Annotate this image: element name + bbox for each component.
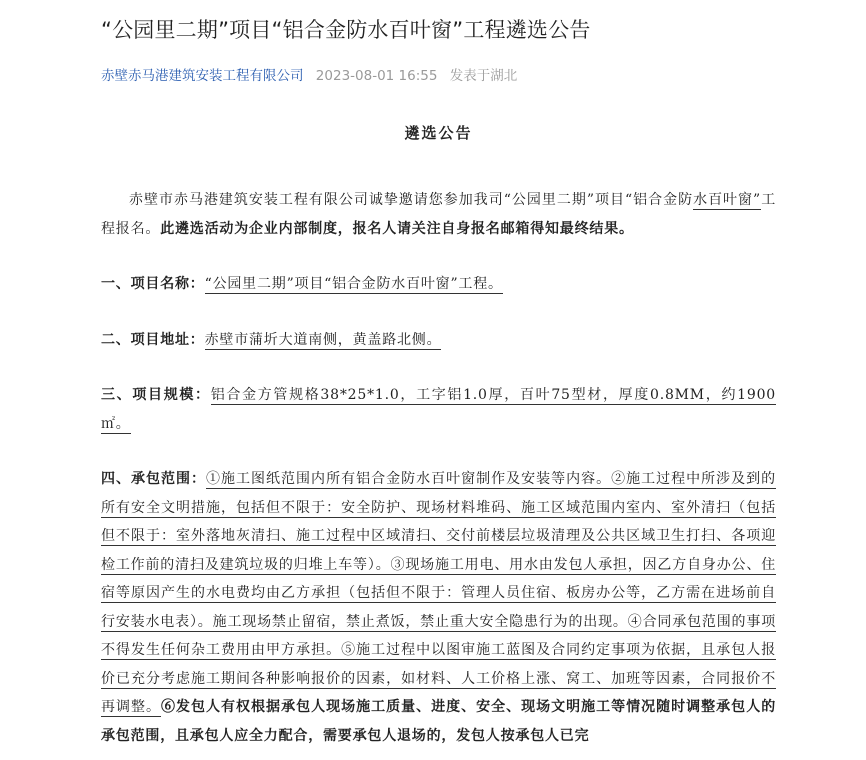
section-2-label: 二、项目地址： bbox=[101, 331, 205, 348]
author-link[interactable]: 赤壁赤马港建筑安装工程有限公司 bbox=[101, 68, 304, 84]
section-project-address bbox=[101, 326, 776, 355]
section-3-value: 铝合金方管规格38*25*1.0，工字铝1.0厚，百叶75型材，厚度0.8MM，约1900㎡。 bbox=[101, 387, 776, 432]
notice-heading: 遴选公告 bbox=[404, 124, 473, 142]
section-project-name bbox=[101, 270, 776, 299]
article-body bbox=[101, 108, 776, 750]
section-1-value: “公园里二期”项目“铝合金防水百叶窗”工程。 bbox=[204, 276, 503, 292]
intro-notice-bold: 此遴选活动为企业内部制度，报名人请关注自身报名邮箱得知最终结果。 bbox=[160, 220, 634, 237]
section-4-label: 四、承包范围： bbox=[101, 471, 207, 487]
intro-text-b: 水百叶窗” bbox=[693, 192, 761, 208]
section-3-label: 三、项目规模： bbox=[101, 387, 211, 403]
article-title: “公园里二期”项目“铝合金防水百叶窗”工程遴选公告 bbox=[101, 18, 591, 42]
section-2-value: 赤壁市蒲圻大道南侧，黄盖路北侧。 bbox=[204, 331, 442, 348]
intro-text-a: 赤壁市赤马港建筑安装工程有限公司诚挚邀请您参加我司“公园里二期”项目“铝合金防 bbox=[129, 192, 694, 208]
section-1-label: 一、项目名称： bbox=[101, 276, 205, 292]
section-4-value: ①施工图纸范围内所有铝合金防水百叶窗制作及安装等内容。②施工过程中所涉及到的所有安全文明措施，包括但不限于：安全防护、现场材料堆码、施工区域范围内室内、室外清扫（包括但不限于：室外落地灰清扫、施工过程中区域清扫、交付前楼层垃圾清理及公共区域卫生打扫、各项迎检工作前的清扫及建筑垃圾的归堆上车等）。③现场施工用电、用水由发包人承担，因乙方自身办公、住宿等原因产生的水电费均由乙方承担（包括但不限于：管理人员住宿、板房办公等，乙方需在进场前自行安装水电表）。施工现场禁止留宿，禁止煮饭，禁止重大安全隐患行为的出现。④合同承包范围的事项不得发生任何杂工费用由甲方承担。⑤施工过程中以图审施工蓝图及合同约定事项为依据，且承包人报价已充分考虑施工期间各种影响报价的因素，如材料、人工价格上涨、窝工、加班等因素，合同报价不再调整。 bbox=[101, 471, 776, 715]
section-contract-scope bbox=[101, 465, 776, 750]
section-4-bold-text: ⑥发包人有权根据承包人现场施工质量、进度、安全、现场文明施工等情况随时调整承包人的承包范围，且承包人应全力配合，需要承包人退场的，发包人按承包人已完 bbox=[101, 699, 776, 744]
article-meta bbox=[101, 64, 517, 84]
section-project-scale bbox=[101, 381, 776, 438]
publish-time: 2023-08-01 16:55 bbox=[315, 68, 438, 84]
publish-location: 发表于湖北 bbox=[449, 68, 518, 84]
intro-paragraph bbox=[101, 186, 776, 243]
intro-text-c: 工程报名。 bbox=[101, 192, 776, 237]
